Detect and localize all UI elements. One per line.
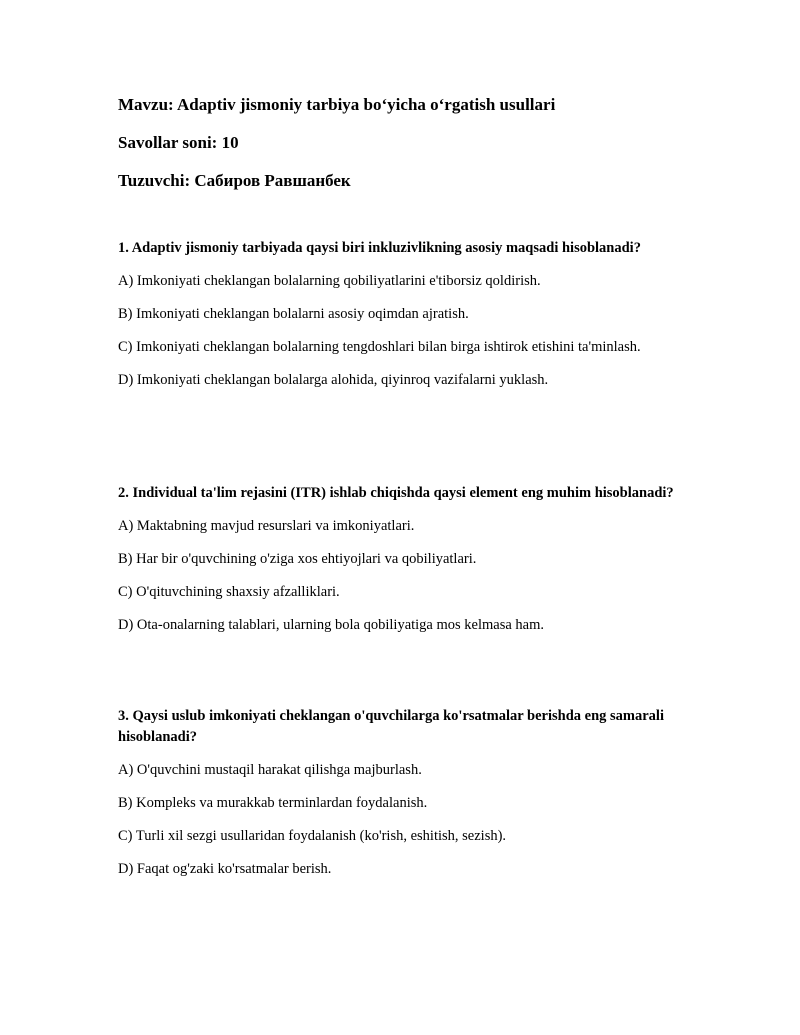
question-text: 2. Individual ta'lim rejasini (ITR) ishlab chiqishda qaysi element eng muhim hisoblanadi? <box>118 485 674 501</box>
answer-option-d: D) Faqat og'zaki ko'rsatmalar berish. <box>118 861 332 877</box>
topic-heading: Mavzu: Adaptiv jismoniy tarbiya bo‘yicha o‘rgatish usullari <box>118 95 556 114</box>
question-text: 1. Adaptiv jismoniy tarbiyada qaysi biri inkluzivlikning asosiy maqsadi hisoblanadi? <box>118 240 641 256</box>
question-count-heading: Savollar soni: 10 <box>118 133 239 152</box>
question-block <box>118 706 678 892</box>
answer-option-b: B) Kompleks va murakkab terminlardan foydalanish. <box>118 795 428 811</box>
answer-option-d: D) Ota-onalarning talablari, ularning bola qobiliyatiga mos kelmasa ham. <box>118 617 545 633</box>
question-text: 3. Qaysi uslub imkoniyati cheklangan o'quvchilarga ko'rsatmalar berishda eng samarali hisoblanadi? <box>118 708 664 745</box>
answer-option-c: C) O'qituvchining shaxsiy afzalliklari. <box>118 584 340 600</box>
answer-option-b: B) Har bir o'quvchining o'ziga xos ehtiyojlari va qobiliyatlari. <box>118 551 477 567</box>
question-block <box>118 238 678 403</box>
answer-option-a: A) O'quvchini mustaqil harakat qilishga majburlash. <box>118 762 422 778</box>
answer-option-a: A) Maktabning mavjud resurslari va imkoniyatlari. <box>118 518 415 534</box>
answer-option-c: C) Turli xil sezgi usullaridan foydalanish (ko'rish, eshitish, sezish). <box>118 828 507 844</box>
answer-option-d: D) Imkoniyati cheklangan bolalarga alohida, qiyinroq vazifalarni yuklash. <box>118 372 549 388</box>
answer-option-a: A) Imkoniyati cheklangan bolalarning qobiliyatlarini e'tiborsiz qoldirish. <box>118 273 541 289</box>
answer-option-c: C) Imkoniyati cheklangan bolalarning tengdoshlari bilan birga ishtirok etishini ta'minlash. <box>118 339 641 355</box>
answer-option-b: B) Imkoniyati cheklangan bolalarni asosiy oqimdan ajratish. <box>118 306 469 322</box>
question-block <box>118 483 678 648</box>
author-heading: Tuzuvchi: Сабиров Равшанбек <box>118 171 351 190</box>
